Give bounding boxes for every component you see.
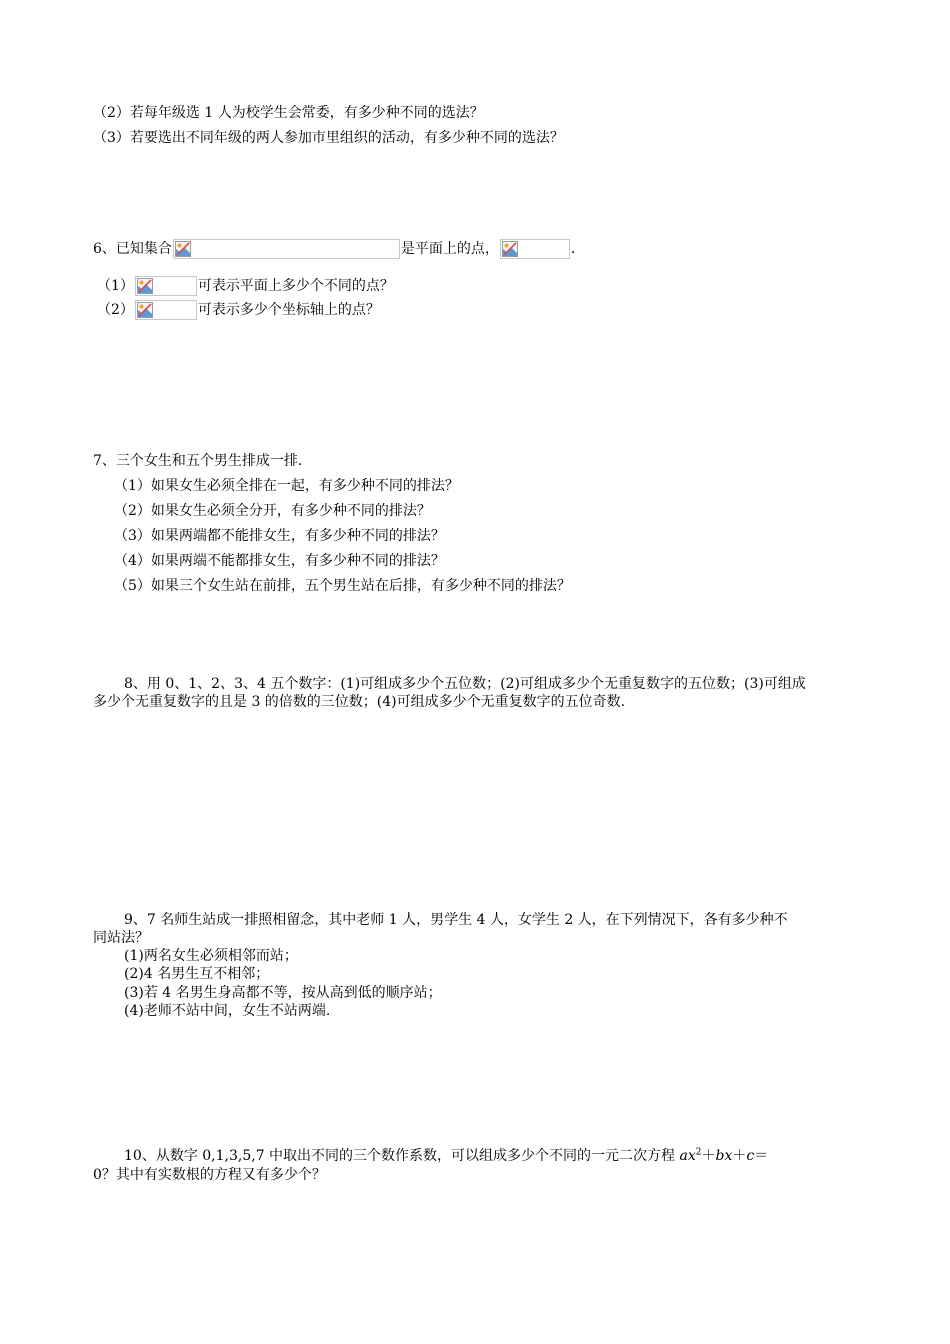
equals-sign: ＝	[754, 1148, 769, 1164]
p1-formula-image	[135, 276, 197, 296]
q6-part-1	[97, 276, 394, 296]
broken-image-icon	[175, 241, 191, 257]
q9-item-2: (2)4 名男生互不相邻；	[124, 966, 270, 982]
q6-middle: 是平面上的点，	[400, 241, 499, 257]
q10-line-1	[124, 1146, 768, 1166]
point-formula-image	[500, 239, 570, 259]
q9-item-4: (4)老师不站中间，女生不站两端.	[124, 1003, 331, 1019]
q7-item-5: （5）如果三个女生站在前排，五个男生站在后排，有多少种不同的排法？	[114, 578, 571, 594]
var-c: c	[746, 1148, 755, 1164]
q7-item-1: （1）如果女生必须全排在一起，有多少种不同的排法？	[114, 478, 459, 494]
q6-stem	[93, 239, 575, 259]
q10-line-2: 0？其中有实数根的方程又有多少个？	[93, 1167, 326, 1183]
p2-formula-image	[135, 300, 197, 320]
broken-image-icon	[137, 278, 153, 294]
var-b: b	[715, 1148, 725, 1164]
exponent: 2	[695, 1147, 702, 1158]
q6-part-2-prefix: （2）	[97, 302, 134, 318]
q10-text: 10、从数字 0,1,3,5,7 中取出不同的三个数作系数，可以组成多少个不同的一元二次方程	[124, 1148, 680, 1164]
broken-image-icon	[137, 302, 153, 318]
var-x: x	[687, 1148, 696, 1164]
q9-line-1: 9、7 名师生站成一排照相留念，其中老师 1 人，男学生 4 人，女学生 2 人，在下列情况下，各有多少种不	[124, 912, 788, 928]
q6-part-2	[97, 300, 380, 320]
q5-part-2: （2）若每年级选 1 人为校学生会常委，有多少种不同的选法？	[93, 105, 484, 121]
var-a: a	[679, 1148, 688, 1164]
var-x: x	[724, 1148, 733, 1164]
q9-line-2: 同站法？	[93, 930, 149, 946]
q6-part-1-prefix: （1）	[97, 278, 134, 294]
broken-image-icon	[502, 241, 518, 257]
plus-sign: ＋	[701, 1148, 716, 1164]
q6-part-2-text: 可表示多少个坐标轴上的点？	[197, 302, 380, 318]
q8-line-1: 8、用 0、1、2、3、4 五个数字：(1)可组成多少个五位数；(2)可组成多少个无重复数字的五位数；(3)可组成	[124, 676, 806, 692]
q6-end: .	[570, 241, 576, 257]
q6-lead: 6、已知集合	[93, 241, 172, 257]
q7-item-4: （4）如果两端不能都排女生，有多少种不同的排法？	[114, 553, 445, 569]
q7-item-2: （2）如果女生必须全分开，有多少种不同的排法？	[114, 503, 431, 519]
q7-item-3: （3）如果两端都不能排女生，有多少种不同的排法？	[114, 528, 445, 544]
q8-line-2: 多少个无重复数字的且是 3 的倍数的三位数；(4)可组成多少个无重复数字的五位奇数.	[93, 694, 626, 710]
q9-item-1: (1)两名女生必须相邻而站；	[124, 948, 298, 964]
q9-item-3: (3)若 4 名男生身高都不等，按从高到低的顺序站；	[124, 985, 442, 1001]
plus-sign: ＋	[732, 1148, 747, 1164]
q5-part-3: （3）若要选出不同年级的两人参加市里组织的活动，有多少种不同的选法？	[93, 130, 564, 146]
q6-part-1-text: 可表示平面上多少个不同的点？	[197, 278, 394, 294]
set-formula-image	[173, 239, 400, 259]
q7-stem: 7、三个女生和五个男生排成一排.	[93, 453, 303, 469]
